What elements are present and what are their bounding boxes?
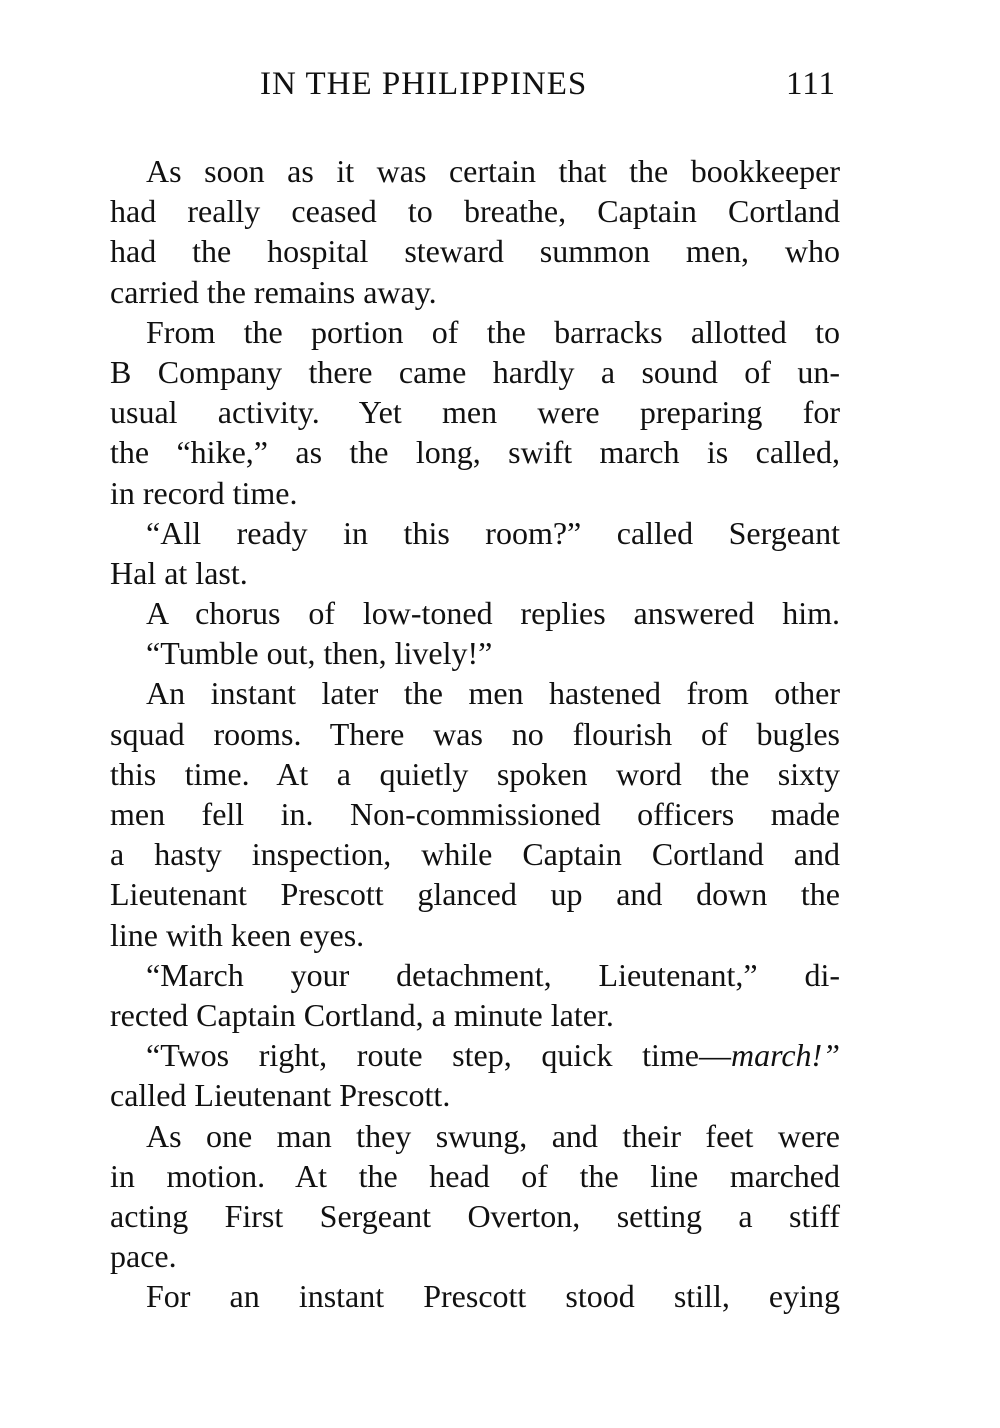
text-line xyxy=(110,633,840,673)
text-line-content: “Tumble out, then, lively!” xyxy=(146,635,493,672)
text-line-content: men fell in. Non-commissioned officers made xyxy=(110,796,840,832)
text-line-content: From the portion of the barracks allotted to xyxy=(146,313,840,350)
text-line xyxy=(110,312,840,352)
running-title: IN THE PHILIPPINES xyxy=(260,66,588,102)
text-line-content: rected Captain Cortland, a minute later. xyxy=(110,996,614,1033)
text-line-content: had really ceased to breathe, Captain Cortland xyxy=(110,193,840,230)
text-line xyxy=(110,915,840,955)
text-line xyxy=(110,1116,840,1156)
body-text xyxy=(110,151,840,1316)
text-line xyxy=(110,352,840,392)
text-line-content: a hasty inspection, while Captain Cortland and xyxy=(110,836,840,873)
text-line xyxy=(110,673,840,713)
text-line-content: “March your detachment, Lieutenant,” di- xyxy=(146,956,840,993)
text-line xyxy=(110,432,840,472)
text-line xyxy=(110,272,840,312)
text-line-content: had the hospital steward summon men, who xyxy=(110,233,840,270)
text-line xyxy=(110,874,840,914)
text-line xyxy=(110,151,840,191)
text-line xyxy=(110,553,840,593)
text-line-content: Hal at last. xyxy=(110,554,248,591)
text-line xyxy=(110,1196,840,1236)
text-line-content: “All ready in this room?” called Sergeant xyxy=(146,514,840,551)
text-line xyxy=(110,754,840,794)
page-number: 111 xyxy=(785,66,836,102)
text-line-content: squad rooms. There was no flourish of bugles xyxy=(110,715,840,752)
text-line xyxy=(110,1236,840,1276)
text-line-content: usual activity. Yet men were preparing for xyxy=(110,394,840,431)
text-line xyxy=(110,714,840,754)
text-line-content: B Company there came hardly a sound of un- xyxy=(110,353,840,390)
text-line-content: For an instant Prescott stood still, eying xyxy=(146,1278,840,1315)
italic-text: march!” xyxy=(730,1037,840,1074)
text-line xyxy=(110,955,840,995)
text-line xyxy=(110,593,840,633)
text-line-content: “Twos right, route step, quick time— xyxy=(146,1037,731,1074)
text-line-content: An instant later the men hastened from other xyxy=(146,675,840,712)
text-line xyxy=(110,794,840,834)
text-line-content: A chorus of low-toned replies answered him. xyxy=(146,595,840,632)
text-line xyxy=(110,1276,840,1316)
text-line xyxy=(110,191,840,231)
text-line-content: line with keen eyes. xyxy=(110,916,365,953)
running-head xyxy=(110,66,840,114)
text-line-content: this time. At a quietly spoken word the sixty xyxy=(110,755,840,792)
text-line xyxy=(110,995,840,1035)
text-line xyxy=(110,834,840,874)
text-line xyxy=(110,1035,840,1075)
text-line-content: pace. xyxy=(110,1238,177,1275)
text-line-content: As one man they swung, and their feet were xyxy=(146,1117,840,1154)
text-line-content: As soon as it was certain that the bookkeeper xyxy=(146,153,840,189)
text-line xyxy=(110,473,840,513)
text-line-content: Lieutenant Prescott glanced up and down the xyxy=(110,876,840,913)
text-line xyxy=(110,1156,840,1196)
text-line xyxy=(110,513,840,553)
text-line-content: called Lieutenant Prescott. xyxy=(110,1077,451,1114)
text-line-content: the “hike,” as the long, swift march is called, xyxy=(110,434,840,471)
text-line-content: in record time. xyxy=(110,474,298,511)
text-line xyxy=(110,392,840,432)
text-line-content: carried the remains away. xyxy=(110,273,437,310)
text-line-content: acting First Sergeant Overton, setting a stiff xyxy=(110,1197,840,1234)
text-line-content: in motion. At the head of the line marched xyxy=(110,1157,840,1194)
text-line xyxy=(110,1075,840,1115)
text-line xyxy=(110,231,840,271)
